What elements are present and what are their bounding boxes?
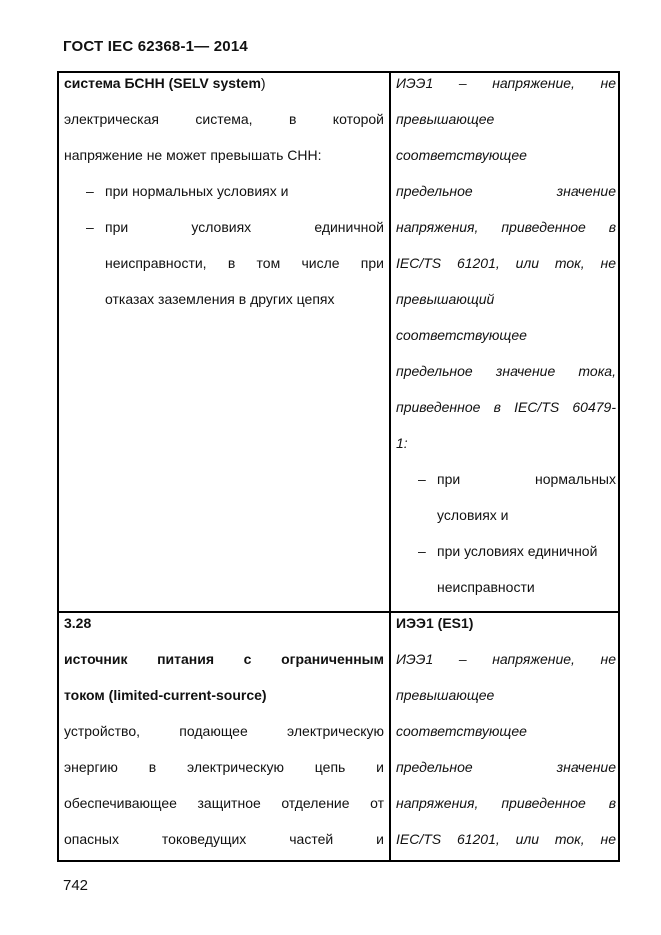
bullet-item: [396, 469, 616, 505]
right-line: 1:: [396, 435, 408, 451]
dash-marker: –: [86, 219, 94, 235]
definition-line: устройство, подающее электрическую: [64, 723, 384, 739]
definition-line: опасных токоведущих частей и: [64, 831, 384, 847]
right-line: соответствующее: [396, 147, 527, 163]
right-line: превышающее: [396, 687, 495, 703]
dash-marker: –: [86, 183, 94, 199]
bullet-text: при условиях единичной: [437, 543, 598, 559]
right-heading: ИЭЭ1 (ES1): [396, 615, 474, 631]
dash-marker: –: [418, 543, 426, 559]
bullet-text: при нормальных условиях и: [105, 183, 289, 199]
term-number: 3.28: [64, 615, 92, 631]
row1-left-cell: [64, 73, 384, 325]
bullet-text: неисправности: [437, 579, 535, 595]
document-header: ГОСТ IEC 62368-1— 2014: [63, 38, 248, 55]
right-line: напряжения, приведенное в: [396, 219, 616, 235]
term-title: источник питания с ограниченным: [64, 651, 384, 667]
bullet-text: отказах заземления в других цепях: [105, 291, 335, 307]
right-line: соответствующее: [396, 723, 527, 739]
right-line: превышающий: [396, 291, 495, 307]
bullet-text: неисправности, в том числе при: [105, 255, 384, 271]
right-line: ИЭЭ1 – напряжение, не: [396, 75, 616, 91]
bullet-text: условиях и: [437, 507, 509, 523]
right-line: предельное значение: [396, 759, 616, 775]
right-line: предельное значение тока,: [396, 363, 616, 379]
column-divider: [389, 73, 391, 860]
term-title: током (limited-current-source): [64, 687, 267, 703]
bullet-text: при нормальных: [437, 471, 616, 487]
definition-line: электрическая система, в которой: [64, 111, 384, 127]
term-title-bold: система БСНН (SELV system: [64, 75, 261, 91]
terms-table: [57, 71, 620, 862]
row1-right-cell: [396, 73, 616, 613]
row2-left-cell: [64, 613, 384, 865]
right-line: превышающее: [396, 111, 495, 127]
row2-right-cell: [396, 613, 616, 865]
definition-line: обеспечивающее защитное отделение от: [64, 795, 384, 811]
right-line: приведенное в IEC/TS 60479-: [396, 399, 616, 415]
right-line: напряжения, приведенное в: [396, 795, 616, 811]
term-title: [64, 73, 384, 109]
bullet-item: [64, 181, 384, 217]
right-line: IEC/TS 61201, или ток, не: [396, 831, 616, 847]
definition-line: энергию в электрическую цепь и: [64, 759, 384, 775]
right-line: IEC/TS 61201, или ток, не: [396, 255, 616, 271]
right-line: предельное значение: [396, 183, 616, 199]
dash-marker: –: [418, 471, 426, 487]
term-title-paren: ): [260, 75, 266, 91]
bullet-item: [396, 541, 616, 577]
right-line: ИЭЭ1 – напряжение, не: [396, 651, 616, 667]
right-line: соответствующее: [396, 327, 527, 343]
bullet-item: [64, 217, 384, 253]
definition-line: напряжение не может превышать СНН:: [64, 147, 322, 163]
bullet-text: при условиях единичной: [105, 219, 384, 235]
page-number: 742: [63, 877, 89, 894]
